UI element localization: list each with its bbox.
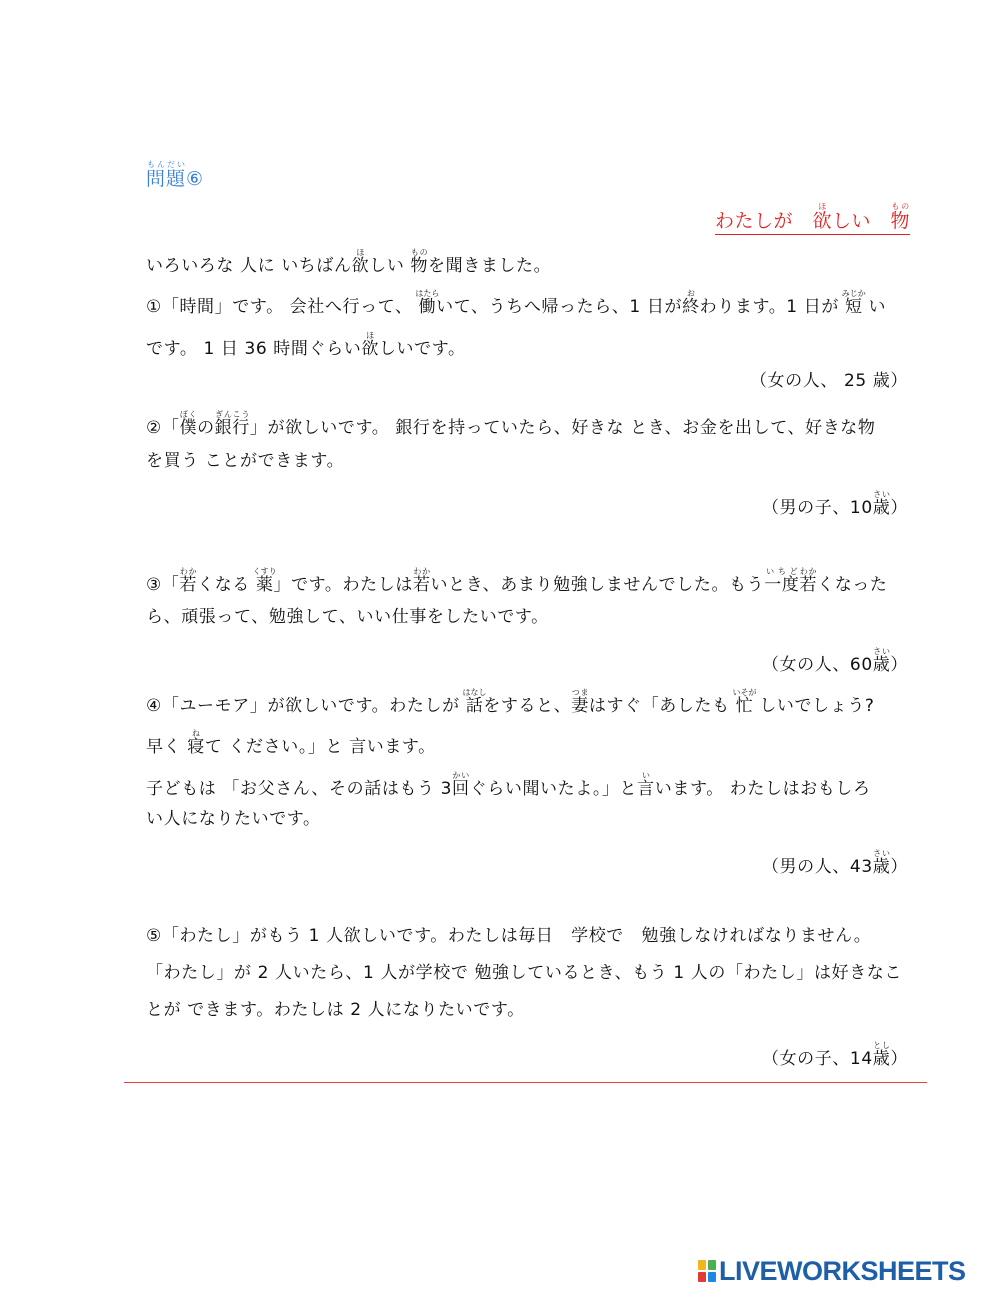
intro-line: いろいろな 人に いちばん欲ほしい 物ものを聞きました。 bbox=[146, 248, 552, 276]
section-divider bbox=[124, 1082, 927, 1083]
page-title: 問題もんだい⑥ bbox=[146, 160, 205, 190]
answer-3-speaker: （女の人、60歳さい） bbox=[761, 647, 908, 675]
answer-1-line-2: です。 1 日 36 時間ぐらい欲ほしいです。 bbox=[146, 331, 466, 359]
passage-title: わたしが 欲ほしい 物もの bbox=[715, 202, 910, 235]
answer-3-line-2: ら、頑張って、勉強して、いい仕事をしたいです。 bbox=[146, 607, 549, 627]
answer-5-line-2: 「わたし」が 2 人いたら、1 人が学校で 勉強しているとき、もう 1 人の「わたし」は好きなこ bbox=[146, 963, 902, 983]
answer-5-line-3: とが できます。わたしは 2 人になりたいです。 bbox=[146, 1000, 525, 1020]
answer-2-speaker: （男の子、10歳さい） bbox=[761, 490, 908, 518]
liveworksheets-logo[interactable] bbox=[698, 1256, 966, 1286]
answer-3-line-1: ③「若わかくなる 薬くすり」です。わたしは若わかいとき、あまり勉強しませんでした。もう一度いちど若わかくなった bbox=[146, 567, 888, 595]
logo-text: LIVEWORKSHEETS bbox=[719, 1255, 966, 1286]
answer-1-line-1: ①「時間」です。 会社へ行って、 働はたらいて、うちへ帰ったら、1 日が終おわります。1 日が 短みじか い bbox=[146, 289, 887, 317]
answer-4-line-3: 子どもは 「お父さん、その話はもう 3回かいぐらい聞いたよ。」と言いいます。 わたしはおもしろ bbox=[146, 771, 871, 799]
answer-5-speaker: （女の子、14歳とし） bbox=[761, 1041, 908, 1069]
answer-4-line-2: 早く 寝ねて ください。」と 言います。 bbox=[146, 729, 436, 757]
answer-2-line-1: ②「僕ぼくの銀行ぎんこう」が欲しいです。 銀行を持っていたら、好きな とき、お金を出して、好きな物 bbox=[146, 410, 876, 438]
answer-4-line-1: ④「ユーモア」が欲しいです。わたしが 話はなしをすると、妻つまはすぐ「あしたも 忙いそが しいでしょう? bbox=[146, 688, 875, 716]
answer-5-line-1: ⑤「わたし」がもう 1 人欲しいです。わたしは毎日 学校で 勉強しなければなりません。 bbox=[146, 926, 872, 946]
answer-4-line-4: い人になりたいです。 bbox=[146, 809, 321, 829]
answer-2-line-2: を買う ことができます。 bbox=[146, 451, 345, 471]
answer-1-speaker: （女の人、 25 歳） bbox=[749, 371, 908, 391]
logo-grid-icon bbox=[698, 1260, 716, 1282]
answer-4-speaker: （男の人、43歳さい） bbox=[761, 849, 908, 877]
